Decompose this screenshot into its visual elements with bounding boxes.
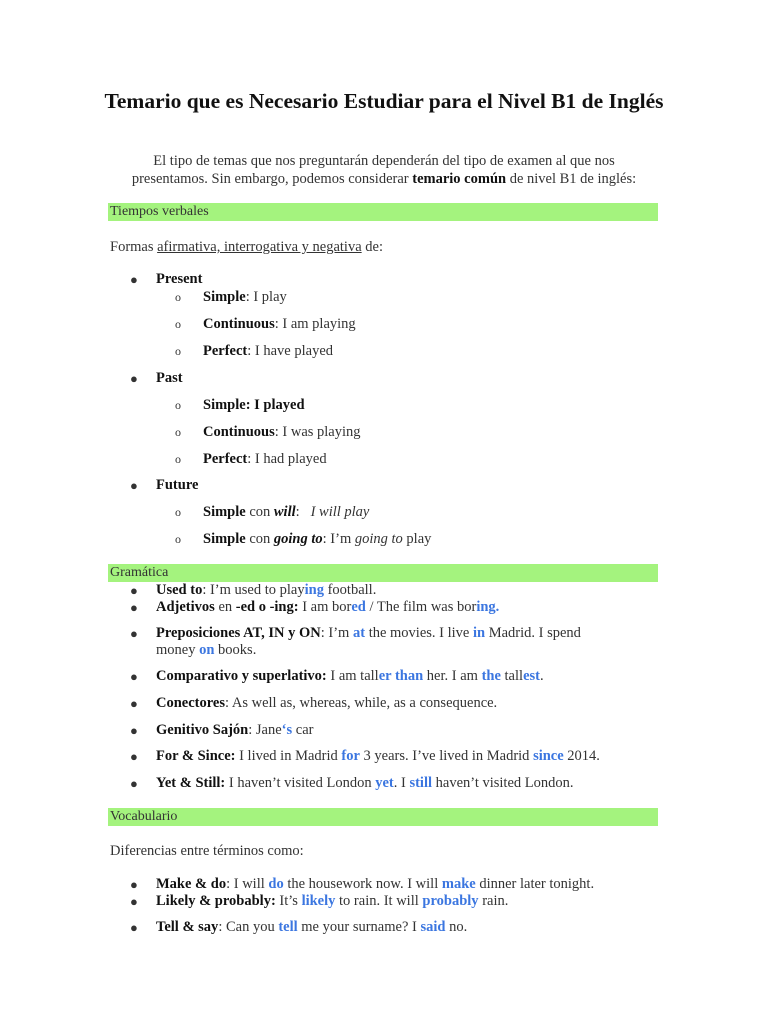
circle-bullet-icon: o xyxy=(175,425,181,439)
bullet-icon: ● xyxy=(130,920,138,935)
bullet-icon: ● xyxy=(130,478,138,493)
bullet-icon: ● xyxy=(130,723,138,738)
bullet-icon: ● xyxy=(130,583,138,598)
intro-bold: temario común xyxy=(412,171,507,187)
bullet-icon: ● xyxy=(130,877,138,892)
circle-bullet-icon: o xyxy=(175,398,181,412)
section-heading-tiempos: Tiempos verbales xyxy=(108,203,658,221)
bullet-icon: ● xyxy=(130,600,138,615)
circle-bullet-icon: o xyxy=(175,505,181,519)
vocab-intro: Diferencias entre términos como: xyxy=(110,843,304,859)
bullet-icon: ● xyxy=(130,626,138,641)
circle-bullet-icon: o xyxy=(175,532,181,546)
document-page: Temario que es Necesario Estudiar para el Nivel B1 de Inglés El tipo de temas que nos preguntarán dependerán del tipo de examen al que nos presentamos. Sin embargo, podemos considerar temario común de nivel B1 de inglés: Tiempos verbales Formas afirmativa, interrogativa y negativa de: ● Present o Simple: I play o Continuous: I am playing o Perfect: I have played ● Past o Simple: I played o Continuous: I was playing o Perfect: I had played ● Future o Simple con will: I will play o Simple con going to: I’m going to play Gramática ● Used to: I’m used to playing football. ● Adjetivos en -ed o -ing: I am bored / The film was boring. ● Preposiciones AT, IN y ON: I’m at the movies. I live in Madrid. I spend money on books. ● Comparativo y superlativo: I am taller than her. I am the tallest. ● Conectores: As well as, whereas, while, as a consequence. ● Genitivo Sajón: Jane‘s car ● For & Since: I lived in Madrid for 3 years. I’ve lived in Madrid since 2014. ● Yet & Still: I haven’t visited London yet. I still haven’t visited London. Vocabulario Diferencias entre términos como: ● Make & do: I will do the housework now. I will make dinner later tonight. ● Likely & probably: It’s likely to rain. It will probably rain. ● Tell & say: Can you tell me your surname? I said no. xyxy=(0,0,768,1024)
formas-line: Formas afirmativa, interrogativa y negativa de: xyxy=(110,239,383,255)
bullet-icon: ● xyxy=(130,272,138,287)
bullet-icon: ● xyxy=(130,749,138,764)
section-heading-vocabulario: Vocabulario xyxy=(108,808,658,826)
section-heading-gramatica: Gramática xyxy=(108,564,658,582)
intro-paragraph xyxy=(100,152,668,188)
bullet-icon: ● xyxy=(130,894,138,909)
bullet-icon: ● xyxy=(130,669,138,684)
circle-bullet-icon: o xyxy=(175,452,181,466)
circle-bullet-icon: o xyxy=(175,317,181,331)
intro-line-1: El tipo de temas que nos preguntarán dependerán del tipo de examen al que nos xyxy=(153,153,615,169)
bullet-icon: ● xyxy=(130,371,138,386)
page-title: Temario que es Necesario Estudiar para el Nivel B1 de Inglés xyxy=(104,89,664,113)
bullet-icon: ● xyxy=(130,776,138,791)
intro-line-2: presentamos. Sin embargo, podemos considerar temario común de nivel B1 de inglés: xyxy=(131,171,637,187)
circle-bullet-icon: o xyxy=(175,290,181,304)
circle-bullet-icon: o xyxy=(175,344,181,358)
bullet-icon: ● xyxy=(130,696,138,711)
